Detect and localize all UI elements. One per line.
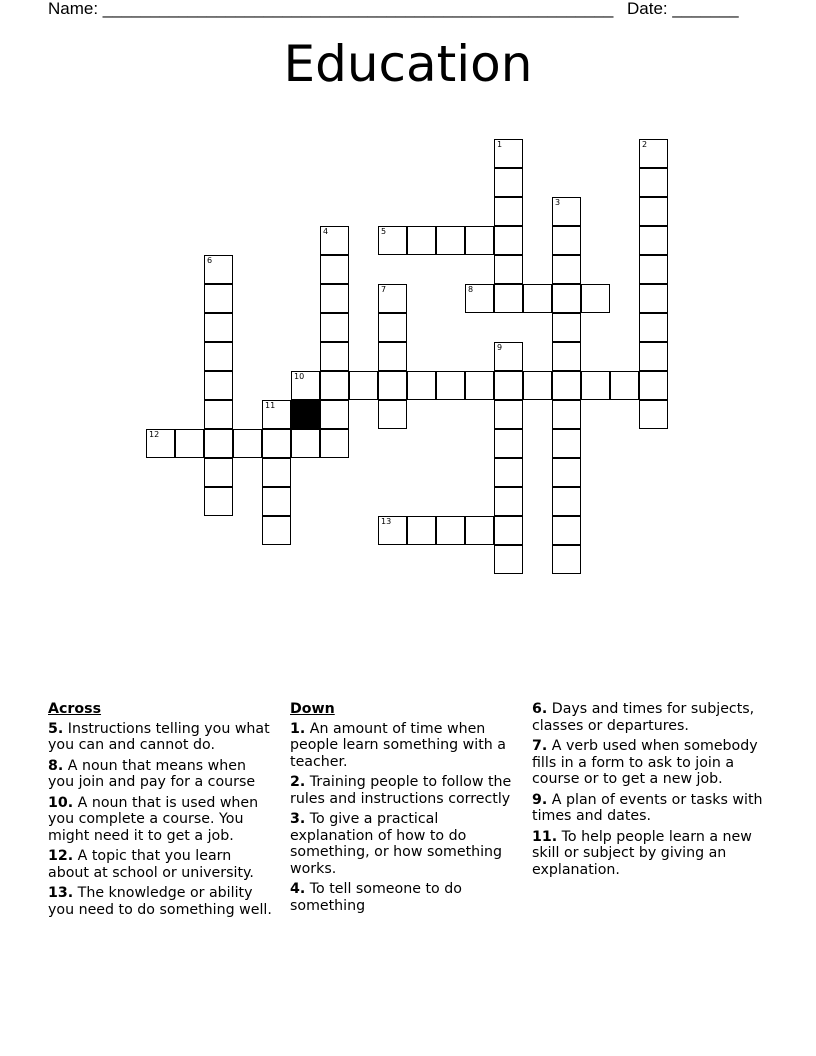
clue-number: 9. (532, 791, 548, 808)
cell-number: 1 (497, 140, 503, 149)
clue-text: A verb used when somebody fills in a form to ask to join a course or to get a new job. (532, 738, 758, 787)
clue-text: An amount of time when people learn something with a teacher. (290, 720, 506, 770)
clue-number: 7. (532, 738, 548, 754)
grid-cell[interactable] (320, 255, 349, 284)
grid-cell[interactable] (262, 458, 291, 487)
clue-text: A noun that is used when you complete a course. You might need it to get a job. (48, 794, 259, 844)
grid-cell[interactable] (494, 458, 523, 487)
grid-cell[interactable] (465, 284, 494, 313)
grid-cell[interactable] (204, 400, 233, 429)
grid-cell[interactable] (552, 545, 581, 574)
grid-cell[interactable] (407, 516, 436, 545)
clue-number: 8. (48, 757, 64, 774)
grid-cell[interactable] (494, 400, 523, 429)
black-cell (291, 400, 320, 429)
clue-across-10 (48, 795, 276, 845)
clue-down-1 (290, 721, 526, 771)
grid-cell[interactable] (494, 255, 523, 284)
clue-number: 6. (532, 701, 548, 717)
grid-cell[interactable] (494, 139, 523, 168)
clue-down-3 (290, 811, 526, 877)
grid-cell[interactable] (581, 284, 610, 313)
clue-number: 3. (290, 811, 306, 827)
grid-cell[interactable] (378, 342, 407, 371)
clue-text: Instructions telling you what you can and cannot do. (48, 720, 270, 753)
clue-text: A plan of events or tasks with times and dates. (532, 791, 763, 824)
cell-number: 3 (555, 198, 561, 207)
grid-cell[interactable] (610, 371, 639, 400)
grid-cell[interactable] (639, 226, 668, 255)
grid-cell[interactable] (494, 371, 523, 400)
clue-text: A topic that you learn about at school or university. (48, 848, 254, 881)
grid-cell[interactable] (552, 458, 581, 487)
grid-cell[interactable] (378, 313, 407, 342)
cell-number: 11 (265, 401, 276, 410)
cell-number: 6 (207, 256, 213, 265)
grid-cell[interactable] (204, 313, 233, 342)
cell-number: 5 (381, 227, 387, 236)
clue-down-7 (532, 738, 764, 788)
clue-text: A noun that means when you join and pay for a course (48, 757, 256, 790)
grid-cell[interactable] (552, 255, 581, 284)
clue-down-9 (532, 792, 764, 825)
grid-cell[interactable] (436, 226, 465, 255)
across-clues (48, 701, 276, 922)
grid-cell[interactable] (552, 400, 581, 429)
grid-cell[interactable] (552, 197, 581, 226)
clue-number: 4. (290, 881, 306, 897)
clue-text: The knowledge or ability you need to do something well. (48, 885, 272, 918)
grid-cell[interactable] (320, 342, 349, 371)
clue-text: To help people learn a new skill or subject by giving an explanation. (532, 828, 752, 878)
grid-cell[interactable] (320, 371, 349, 400)
grid-cell[interactable] (552, 284, 581, 313)
grid-cell[interactable] (494, 197, 523, 226)
grid-cell[interactable] (552, 226, 581, 255)
cell-number: 9 (497, 343, 503, 352)
clue-number: 2. (290, 774, 306, 790)
grid-cell[interactable] (320, 429, 349, 458)
name-field[interactable]: Name: ______________________________________________________ (48, 0, 614, 18)
grid-cell[interactable] (407, 226, 436, 255)
cell-number: 12 (149, 430, 160, 439)
grid-cell[interactable] (494, 429, 523, 458)
clue-number: 10. (48, 794, 74, 811)
grid-cell[interactable] (552, 516, 581, 545)
down-clues (290, 701, 526, 918)
grid-cell[interactable] (378, 284, 407, 313)
cell-number: 7 (381, 285, 387, 294)
down-clues-continued (532, 701, 764, 882)
grid-cell[interactable] (320, 400, 349, 429)
grid-cell[interactable] (465, 226, 494, 255)
grid-cell[interactable] (552, 371, 581, 400)
clue-down-6 (532, 701, 764, 734)
clue-down-11 (532, 829, 764, 879)
grid-cell[interactable] (291, 429, 320, 458)
grid-cell[interactable] (349, 371, 378, 400)
grid-cell[interactable] (262, 429, 291, 458)
grid-cell[interactable] (378, 371, 407, 400)
grid-cell[interactable] (175, 429, 204, 458)
grid-cell[interactable] (494, 168, 523, 197)
grid-cell[interactable] (523, 371, 552, 400)
grid-cell[interactable] (378, 400, 407, 429)
grid-cell[interactable] (378, 226, 407, 255)
cell-number: 2 (642, 140, 648, 149)
clue-number: 11. (532, 828, 558, 845)
grid-cell[interactable] (581, 371, 610, 400)
grid-cell[interactable] (204, 342, 233, 371)
clue-text: To tell someone to do something (290, 881, 462, 914)
grid-cell[interactable] (204, 458, 233, 487)
page-title: Education (283, 35, 533, 93)
grid-cell[interactable] (204, 487, 233, 516)
grid-cell[interactable] (494, 487, 523, 516)
cell-number: 8 (468, 285, 474, 294)
clue-number: 13. (48, 885, 74, 901)
clue-text: Training people to follow the rules and instructions correctly (290, 774, 512, 807)
grid-cell[interactable] (204, 284, 233, 313)
cell-number: 4 (323, 227, 329, 236)
grid-cell[interactable] (204, 255, 233, 284)
cell-number: 10 (294, 372, 305, 381)
clue-down-2 (290, 774, 526, 807)
clue-across-8 (48, 758, 276, 791)
date-field[interactable]: Date: _______ (627, 0, 739, 18)
grid-cell[interactable] (378, 516, 407, 545)
grid-cell[interactable] (494, 226, 523, 255)
grid-cell[interactable] (494, 284, 523, 313)
grid-cell[interactable] (407, 371, 436, 400)
grid-cell[interactable] (233, 429, 262, 458)
grid-cell[interactable] (291, 371, 320, 400)
grid-cell[interactable] (262, 516, 291, 545)
grid-cell[interactable] (639, 313, 668, 342)
grid-cell[interactable] (436, 516, 465, 545)
clue-number: 1. (290, 720, 306, 737)
grid-cell[interactable] (552, 487, 581, 516)
grid-cell[interactable] (639, 400, 668, 429)
grid-cell[interactable] (204, 429, 233, 458)
across-heading: Across (48, 701, 102, 717)
grid-cell[interactable] (523, 284, 552, 313)
grid-cell[interactable] (494, 342, 523, 371)
grid-cell[interactable] (552, 313, 581, 342)
grid-cell[interactable] (494, 516, 523, 545)
grid-cell[interactable] (465, 371, 494, 400)
grid-cell[interactable] (146, 429, 175, 458)
clue-across-12 (48, 848, 276, 881)
grid-cell[interactable] (262, 400, 291, 429)
grid-cell[interactable] (639, 255, 668, 284)
grid-cell[interactable] (639, 139, 668, 168)
clue-number: 12. (48, 848, 74, 864)
cell-number: 13 (381, 517, 392, 526)
clue-text: Days and times for subjects, classes or departures. (532, 701, 755, 734)
grid-cell[interactable] (639, 284, 668, 313)
grid-cell[interactable] (320, 226, 349, 255)
grid-cell[interactable] (494, 545, 523, 574)
clue-across-13 (48, 885, 276, 918)
grid-cell[interactable] (320, 284, 349, 313)
grid-cell[interactable] (639, 168, 668, 197)
grid-cell[interactable] (639, 342, 668, 371)
clue-text: To give a practical explanation of how to do something, or how something works. (290, 811, 503, 877)
clue-number: 5. (48, 720, 64, 737)
grid-cell[interactable] (552, 342, 581, 371)
clue-across-5 (48, 721, 276, 754)
grid-cell[interactable] (262, 487, 291, 516)
grid-cell[interactable] (204, 371, 233, 400)
grid-cell[interactable] (639, 197, 668, 226)
down-heading: Down (290, 701, 335, 717)
grid-cell[interactable] (465, 516, 494, 545)
grid-cell[interactable] (552, 429, 581, 458)
grid-cell[interactable] (639, 371, 668, 400)
grid-cell[interactable] (320, 313, 349, 342)
clue-down-4 (290, 881, 526, 914)
grid-cell[interactable] (436, 371, 465, 400)
